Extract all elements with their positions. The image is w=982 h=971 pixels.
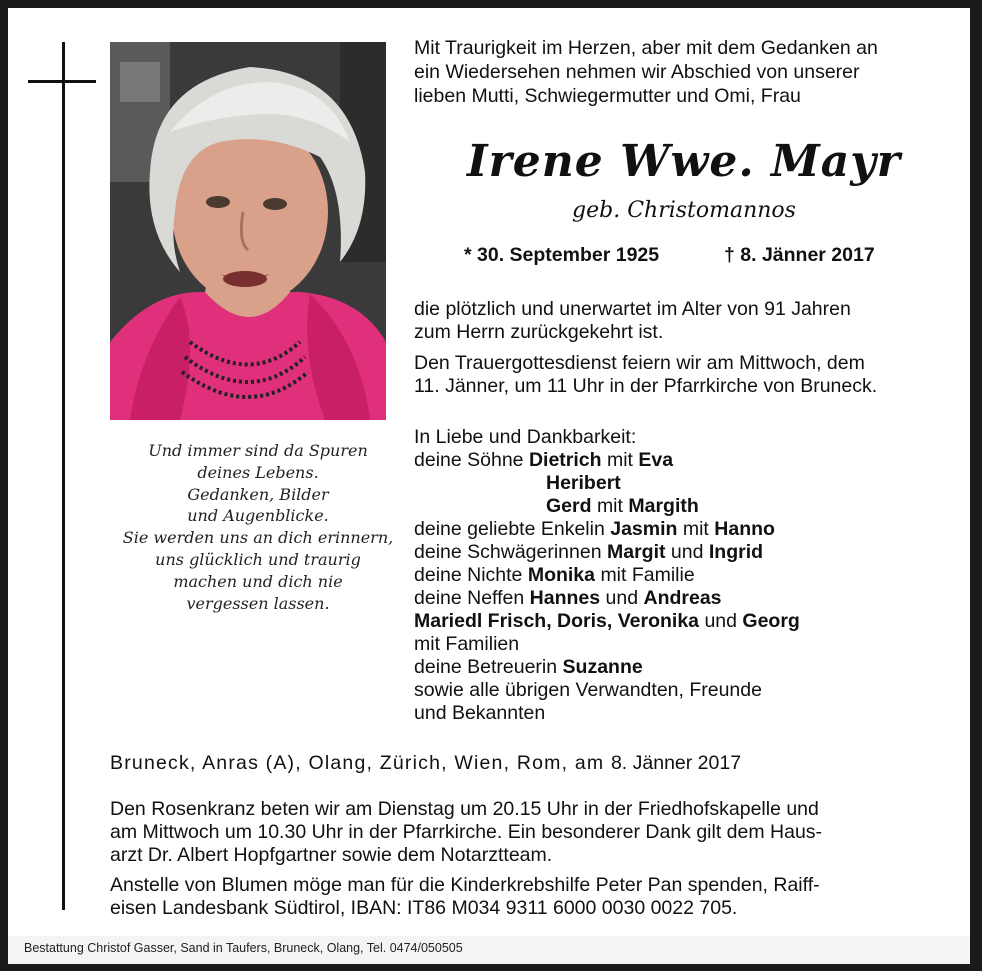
caregiver-name: Suzanne <box>562 656 643 678</box>
poem-line: vergessen lassen. <box>186 593 330 613</box>
relatives-names: Mariedl Frisch, Doris, Veronika <box>414 610 700 632</box>
poem-line: Und immer sind da Spuren <box>148 441 368 460</box>
place-list: Bruneck, Anras (A), Olang, Zürich, Wien, Rom, am <box>110 752 605 774</box>
nephew-name: Andreas <box>643 587 722 609</box>
son-name: Heribert <box>546 472 621 494</box>
service-line: Den Trauergottesdienst feiern wir am Mittwoch, dem <box>414 352 865 374</box>
niece-suffix: mit Familie <box>600 564 695 586</box>
portrait-photo <box>110 42 386 420</box>
service-line: 11. Jänner, um 11 Uhr in der Pfarrkirche von Bruneck. <box>414 375 878 397</box>
donation-line: eisen Landesbank Südtirol, IBAN: IT86 M034 9311 6000 0030 0022 705. <box>110 897 738 919</box>
intro-text <box>414 36 954 108</box>
maiden-name: geb. Christomannos <box>572 198 796 223</box>
poem-line: uns glücklich und traurig <box>155 549 361 569</box>
donation-notice <box>110 874 950 920</box>
death-date: † 8. Jänner 2017 <box>724 244 875 266</box>
intro-line: lieben Mutti, Schwiegermutter und Omi, Frau <box>414 85 801 107</box>
sister-in-law-name: Ingrid <box>708 541 764 563</box>
intro-line: ein Wiedersehen nehmen wir Abschied von unserer <box>414 61 860 83</box>
niece-name: Monika <box>527 564 596 586</box>
place-date-line <box>110 752 960 775</box>
and-word: und <box>704 610 737 632</box>
son-name: Gerd <box>546 495 592 517</box>
family-line-granddaughter <box>414 518 954 541</box>
niece-label: deine Nichte <box>414 564 523 586</box>
donation-line: Anstelle von Blumen möge man für die Kinderkrebshilfe Peter Pan spenden, Raiff- <box>110 874 820 896</box>
family-list <box>414 426 954 725</box>
funeral-home-credit: Bestattung Christof Gasser, Sand in Taufers, Bruneck, Olang, Tel. 0474/050505 <box>24 941 463 955</box>
partner-name: Hanno <box>714 518 775 540</box>
cross-icon <box>62 42 65 910</box>
partner-name: Margith <box>628 495 699 517</box>
poem-line: deines Lebens. <box>197 462 319 482</box>
death-notice <box>414 298 954 344</box>
poem-line: machen und dich nie <box>173 571 343 591</box>
notice-date: 8. Jänner 2017 <box>610 752 742 774</box>
and-word: und <box>605 587 639 609</box>
granddaughter-label: deine geliebte Enkelin <box>414 518 605 540</box>
poem-line: Gedanken, Bilder <box>187 484 329 504</box>
family-line-sons <box>414 449 954 472</box>
poem-line: Sie werden uns an dich erinnern, <box>122 528 394 548</box>
sister-in-law-name: Margit <box>606 541 666 563</box>
family-line-others <box>414 610 954 633</box>
granddaughter-name: Jasmin <box>610 518 678 540</box>
rosary-line: arzt Dr. Albert Hopfgartner sowie dem Notarztteam. <box>110 844 553 866</box>
family-closing-line: und Bekannten <box>414 702 546 724</box>
family-line-son2 <box>414 472 954 495</box>
with-word: mit <box>606 449 633 471</box>
son-name: Dietrich <box>528 449 602 471</box>
service-notice <box>414 352 954 398</box>
with-word: mit <box>682 518 709 540</box>
nephew-name: Hannes <box>529 587 601 609</box>
rosary-line: Den Rosenkranz beten wir am Dienstag um 20.15 Uhr in der Friedhofskapelle und <box>110 798 819 820</box>
relative-name: Georg <box>742 610 800 632</box>
family-heading: In Liebe und Dankbarkeit: <box>414 426 637 448</box>
family-line-niece <box>414 564 954 587</box>
partner-name: Eva <box>638 449 674 471</box>
intro-line: Mit Traurigkeit im Herzen, aber mit dem Gedanken an <box>414 37 878 59</box>
sisters-in-law-label: deine Schwägerinnen <box>414 541 602 563</box>
rosary-notice <box>110 798 950 867</box>
rosary-line: am Mittwoch um 10.30 Uhr in der Pfarrkirche. Ein besonderer Dank gilt dem Haus- <box>110 821 823 843</box>
poem <box>112 440 404 614</box>
deceased-name: Irene Wwe. Mayr <box>467 136 901 187</box>
with-word: mit <box>596 495 623 517</box>
caregiver-label: deine Betreuerin <box>414 656 558 678</box>
family-line-son3 <box>414 495 954 518</box>
cross-icon-bar <box>28 80 96 83</box>
death-notice-line: zum Herrn zurückgekehrt ist. <box>414 321 664 343</box>
family-line-caregiver <box>414 656 954 679</box>
nephews-label: deine Neffen <box>414 587 525 609</box>
death-notice-line: die plötzlich und unerwartet im Alter von 91 Jahren <box>414 298 851 320</box>
family-line-nephews <box>414 587 954 610</box>
birth-date: * 30. September 1925 <box>464 244 660 266</box>
and-word: und <box>670 541 704 563</box>
poem-line: und Augenblicke. <box>187 506 329 526</box>
portrait-photo-icon <box>110 42 386 420</box>
family-closing-line: sowie alle übrigen Verwandten, Freunde <box>414 679 762 701</box>
family-line-sisters-in-law <box>414 541 954 564</box>
sons-label: deine Söhne <box>414 449 524 471</box>
family-line-families: mit Familien <box>414 633 520 655</box>
